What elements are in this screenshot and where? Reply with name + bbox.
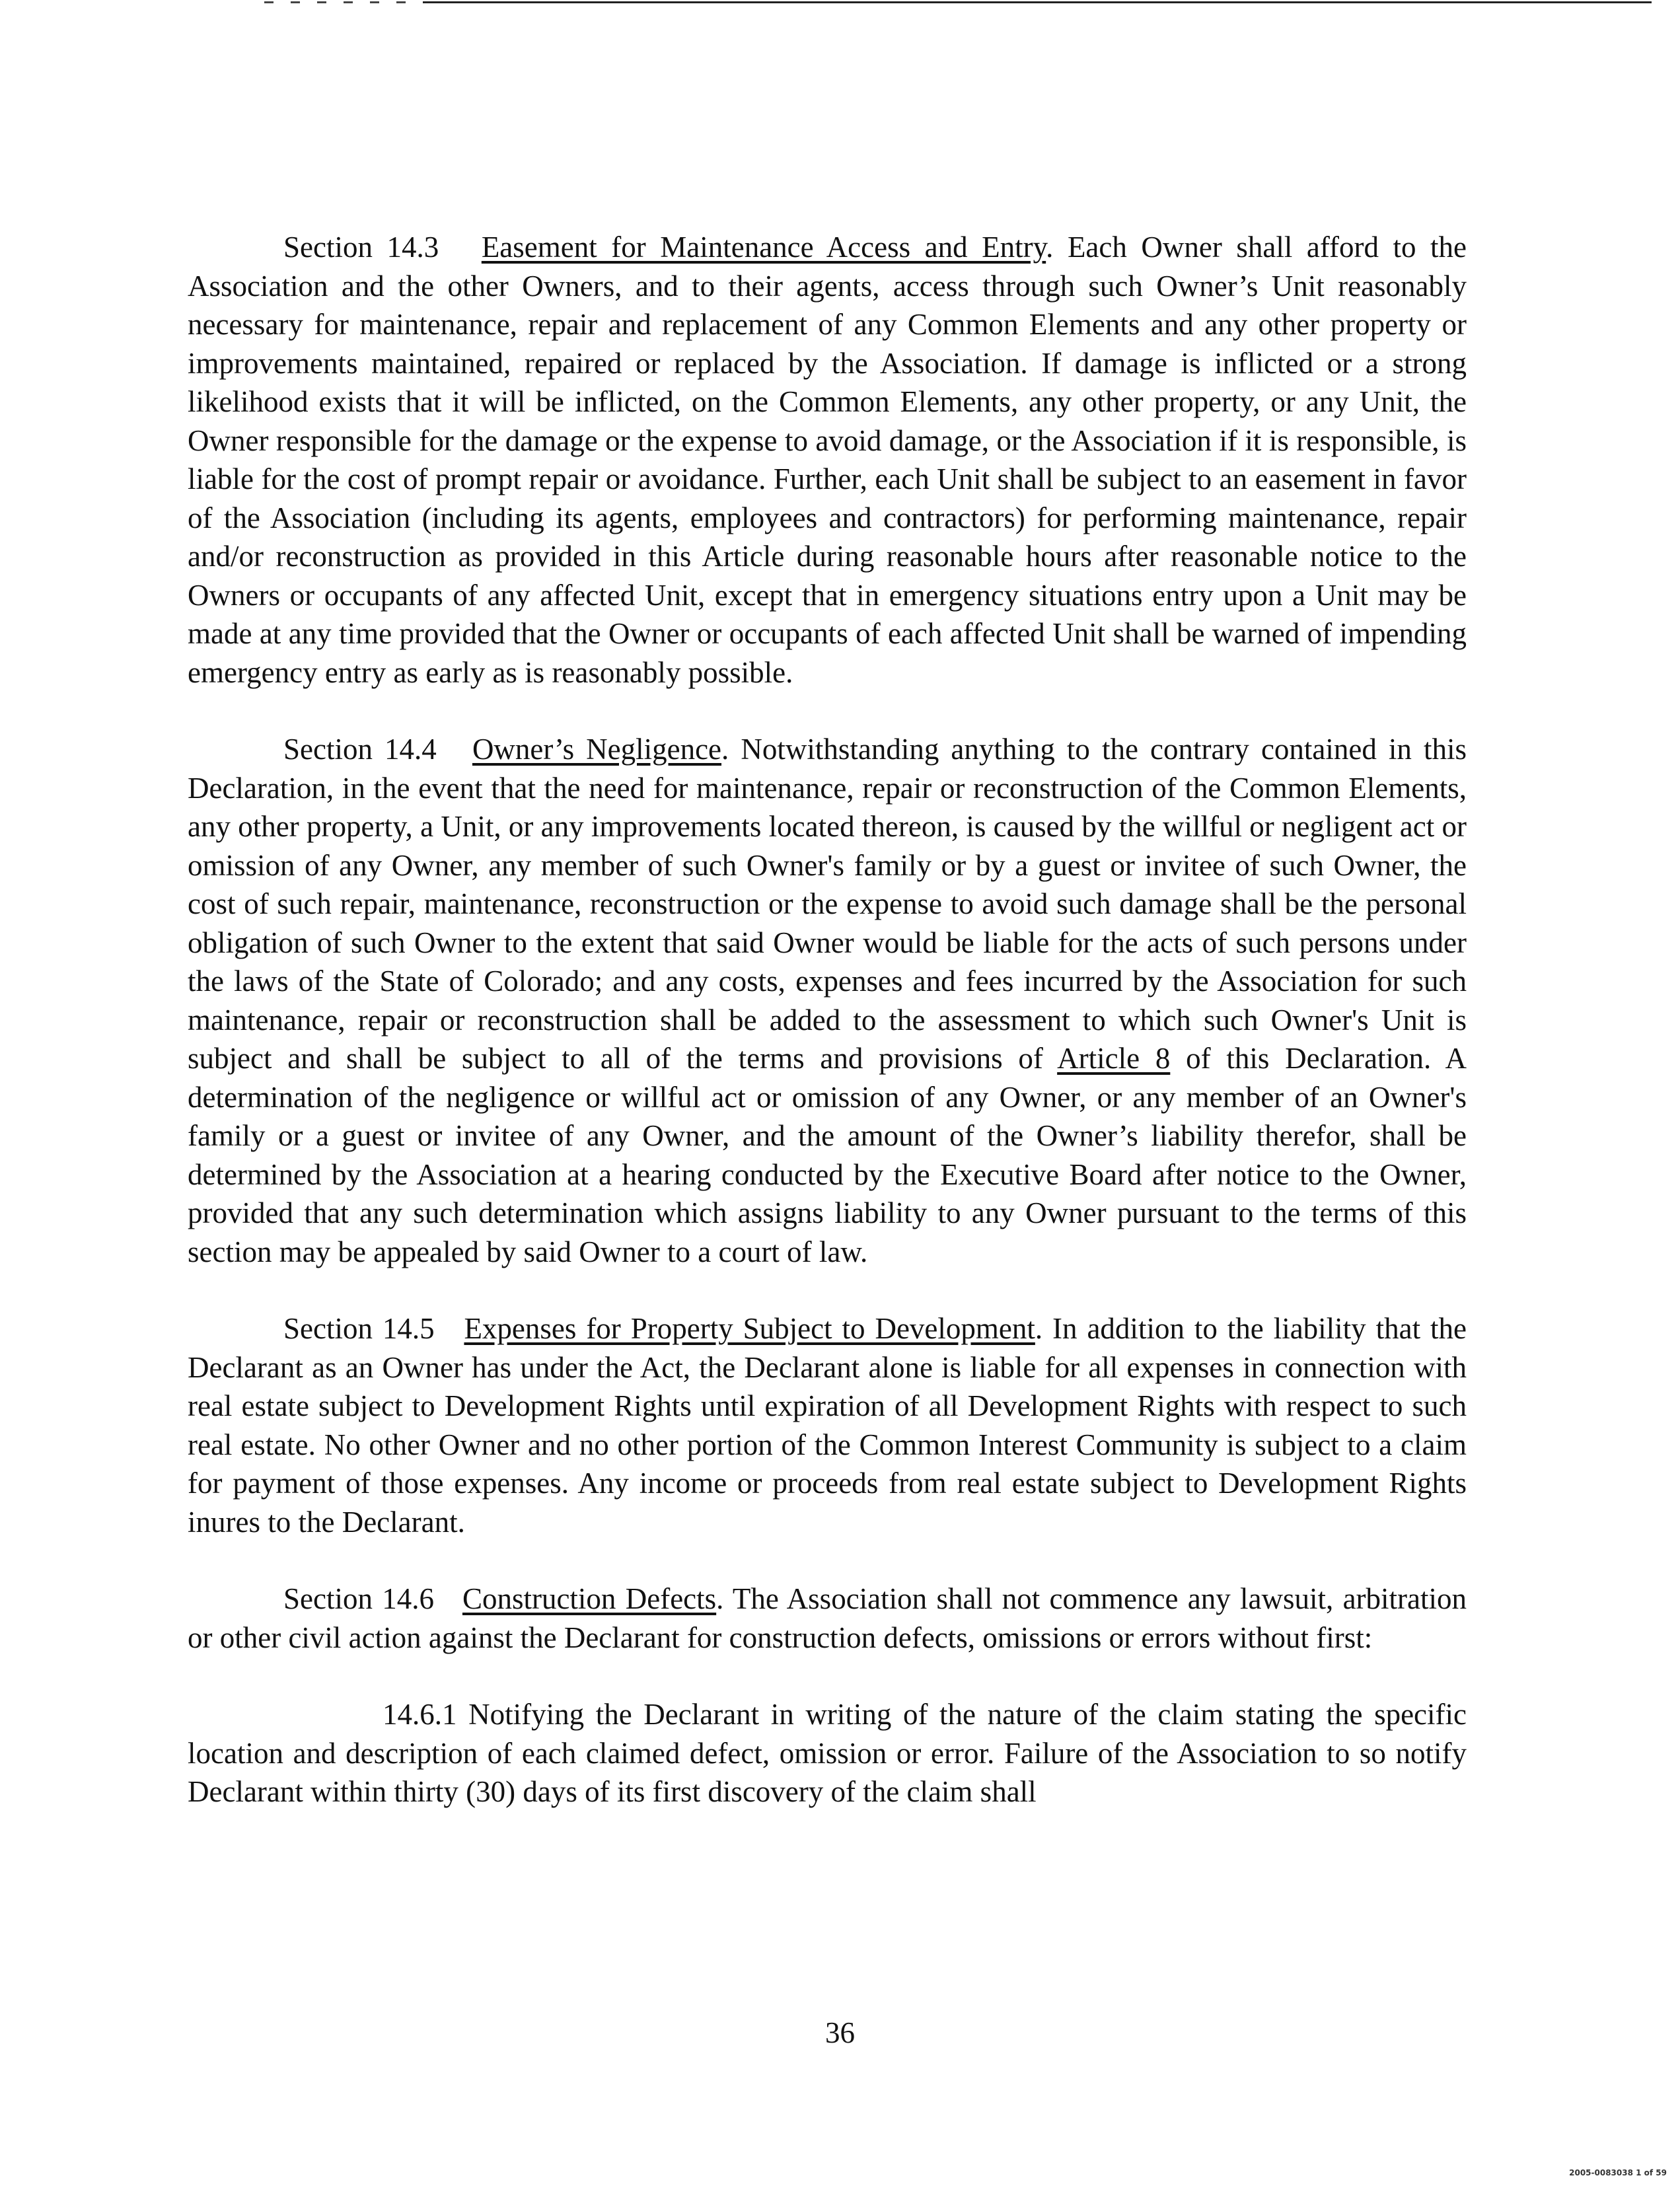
section-14-6	[188, 1580, 1467, 1657]
subsection-14-6-1	[188, 1695, 1467, 1811]
section-title: Easement for Maintenance Access and Entry	[481, 231, 1046, 264]
section-14-3	[188, 228, 1467, 692]
recording-stamp: 2005-0083038 1 of 59	[1569, 2168, 1667, 2177]
section-number: Section 14.5	[283, 1312, 435, 1345]
scan-top-marks	[264, 1, 410, 3]
section-text-continued: of this Declaration. A determination of the negligence or willful act or omission of any Owner, or any member of an Owner's family or a guest or invitee of any Owner, and the amount of the Owner’s liability therefor, shall be determined by the Association at a hearing conducted by the Executive Board after notice to the Owner, provided that any such determination which assigns liability to any Owner pursuant to the terms of this section may be appealed by said Owner to a court of law.	[188, 1042, 1467, 1268]
document-body	[188, 228, 1467, 1850]
section-number: Section 14.4	[283, 733, 437, 766]
section-text: . In addition to the liability that the Declarant as an Owner has under the Act, the Declarant alone is liable for all expenses in connection with real estate subject to Development Rights until expiration of all Development Rights with respect to such real estate. No other Owner and no other portion of the Common Interest Community is subject to a claim for payment of those expenses. Any income or proceeds from real estate subject to Development Rights inures to the Declarant.	[188, 1312, 1467, 1539]
scan-top-rule	[423, 1, 1652, 3]
page-number: 36	[825, 2016, 855, 2049]
section-text: . The Association shall not commence any lawsuit, arbitration or other civil action against the Declarant for construction defects, omissions or errors without first:	[188, 1582, 1467, 1654]
article-8-reference: Article 8	[1057, 1042, 1171, 1075]
section-14-4	[188, 730, 1467, 1271]
subsection-text: Notifying the Declarant in writing of the nature of the claim stating the specific location and description of each claimed defect, omission or error. Failure of the Association to so notify Declarant within thirty (30) days of its first discovery of the claim shall	[188, 1698, 1467, 1808]
section-number: Section 14.3	[283, 231, 439, 264]
section-title: Construction Defects	[462, 1582, 717, 1615]
section-text: . Each Owner shall afford to the Association and the other Owners, and to their agents, access through such Owner’s Unit reasonably necessary for maintenance, repair and replacement of any Common Elements and any other property or improvements maintained, repaired or replaced by the Association. If damage is inflicted or a strong likelihood exists that it will be inflicted, on the Common Elements, any other property, or any Unit, the Owner responsible for the damage or the expense to avoid damage, or the Association if it is responsible, is liable for the cost of prompt repair or avoidance. Further, each Unit shall be subject to an easement in favor of the Association (including its agents, employees and contractors) for performing maintenance, repair and/or reconstruction as provided in this Article during reasonable hours after reasonable notice to the Owners or occupants of any affected Unit, except that in emergency situations entry upon a Unit may be made at any time provided that the Owner or occupants of each affected Unit shall be warned of impending emergency entry as early as is reasonably possible.	[188, 231, 1467, 689]
section-title: Expenses for Property Subject to Development	[464, 1312, 1035, 1345]
subsection-number: 14.6.1	[383, 1698, 457, 1731]
section-number: Section 14.6	[283, 1582, 435, 1615]
section-title: Owner’s Negligence	[472, 733, 722, 766]
section-14-5	[188, 1309, 1467, 1541]
section-text: . Notwithstanding anything to the contrary contained in this Declaration, in the event that the need for maintenance, repair or reconstruction of the Common Elements, any other property, a Unit, or any improvements located thereon, is caused by the willful or negligent act or omission of any Owner, any member of such Owner's family or by a guest or invitee of such Owner, the cost of such repair, maintenance, reconstruction or the expense to avoid such damage shall be the personal obligation of such Owner to the extent that said Owner would be liable for the acts of such persons under the laws of the State of Colorado; and any costs, expenses and fees incurred by the Association for such maintenance, repair or reconstruction shall be added to the assessment to which such Owner's Unit is subject and shall be subject to all of the terms and provisions of	[188, 733, 1467, 1075]
